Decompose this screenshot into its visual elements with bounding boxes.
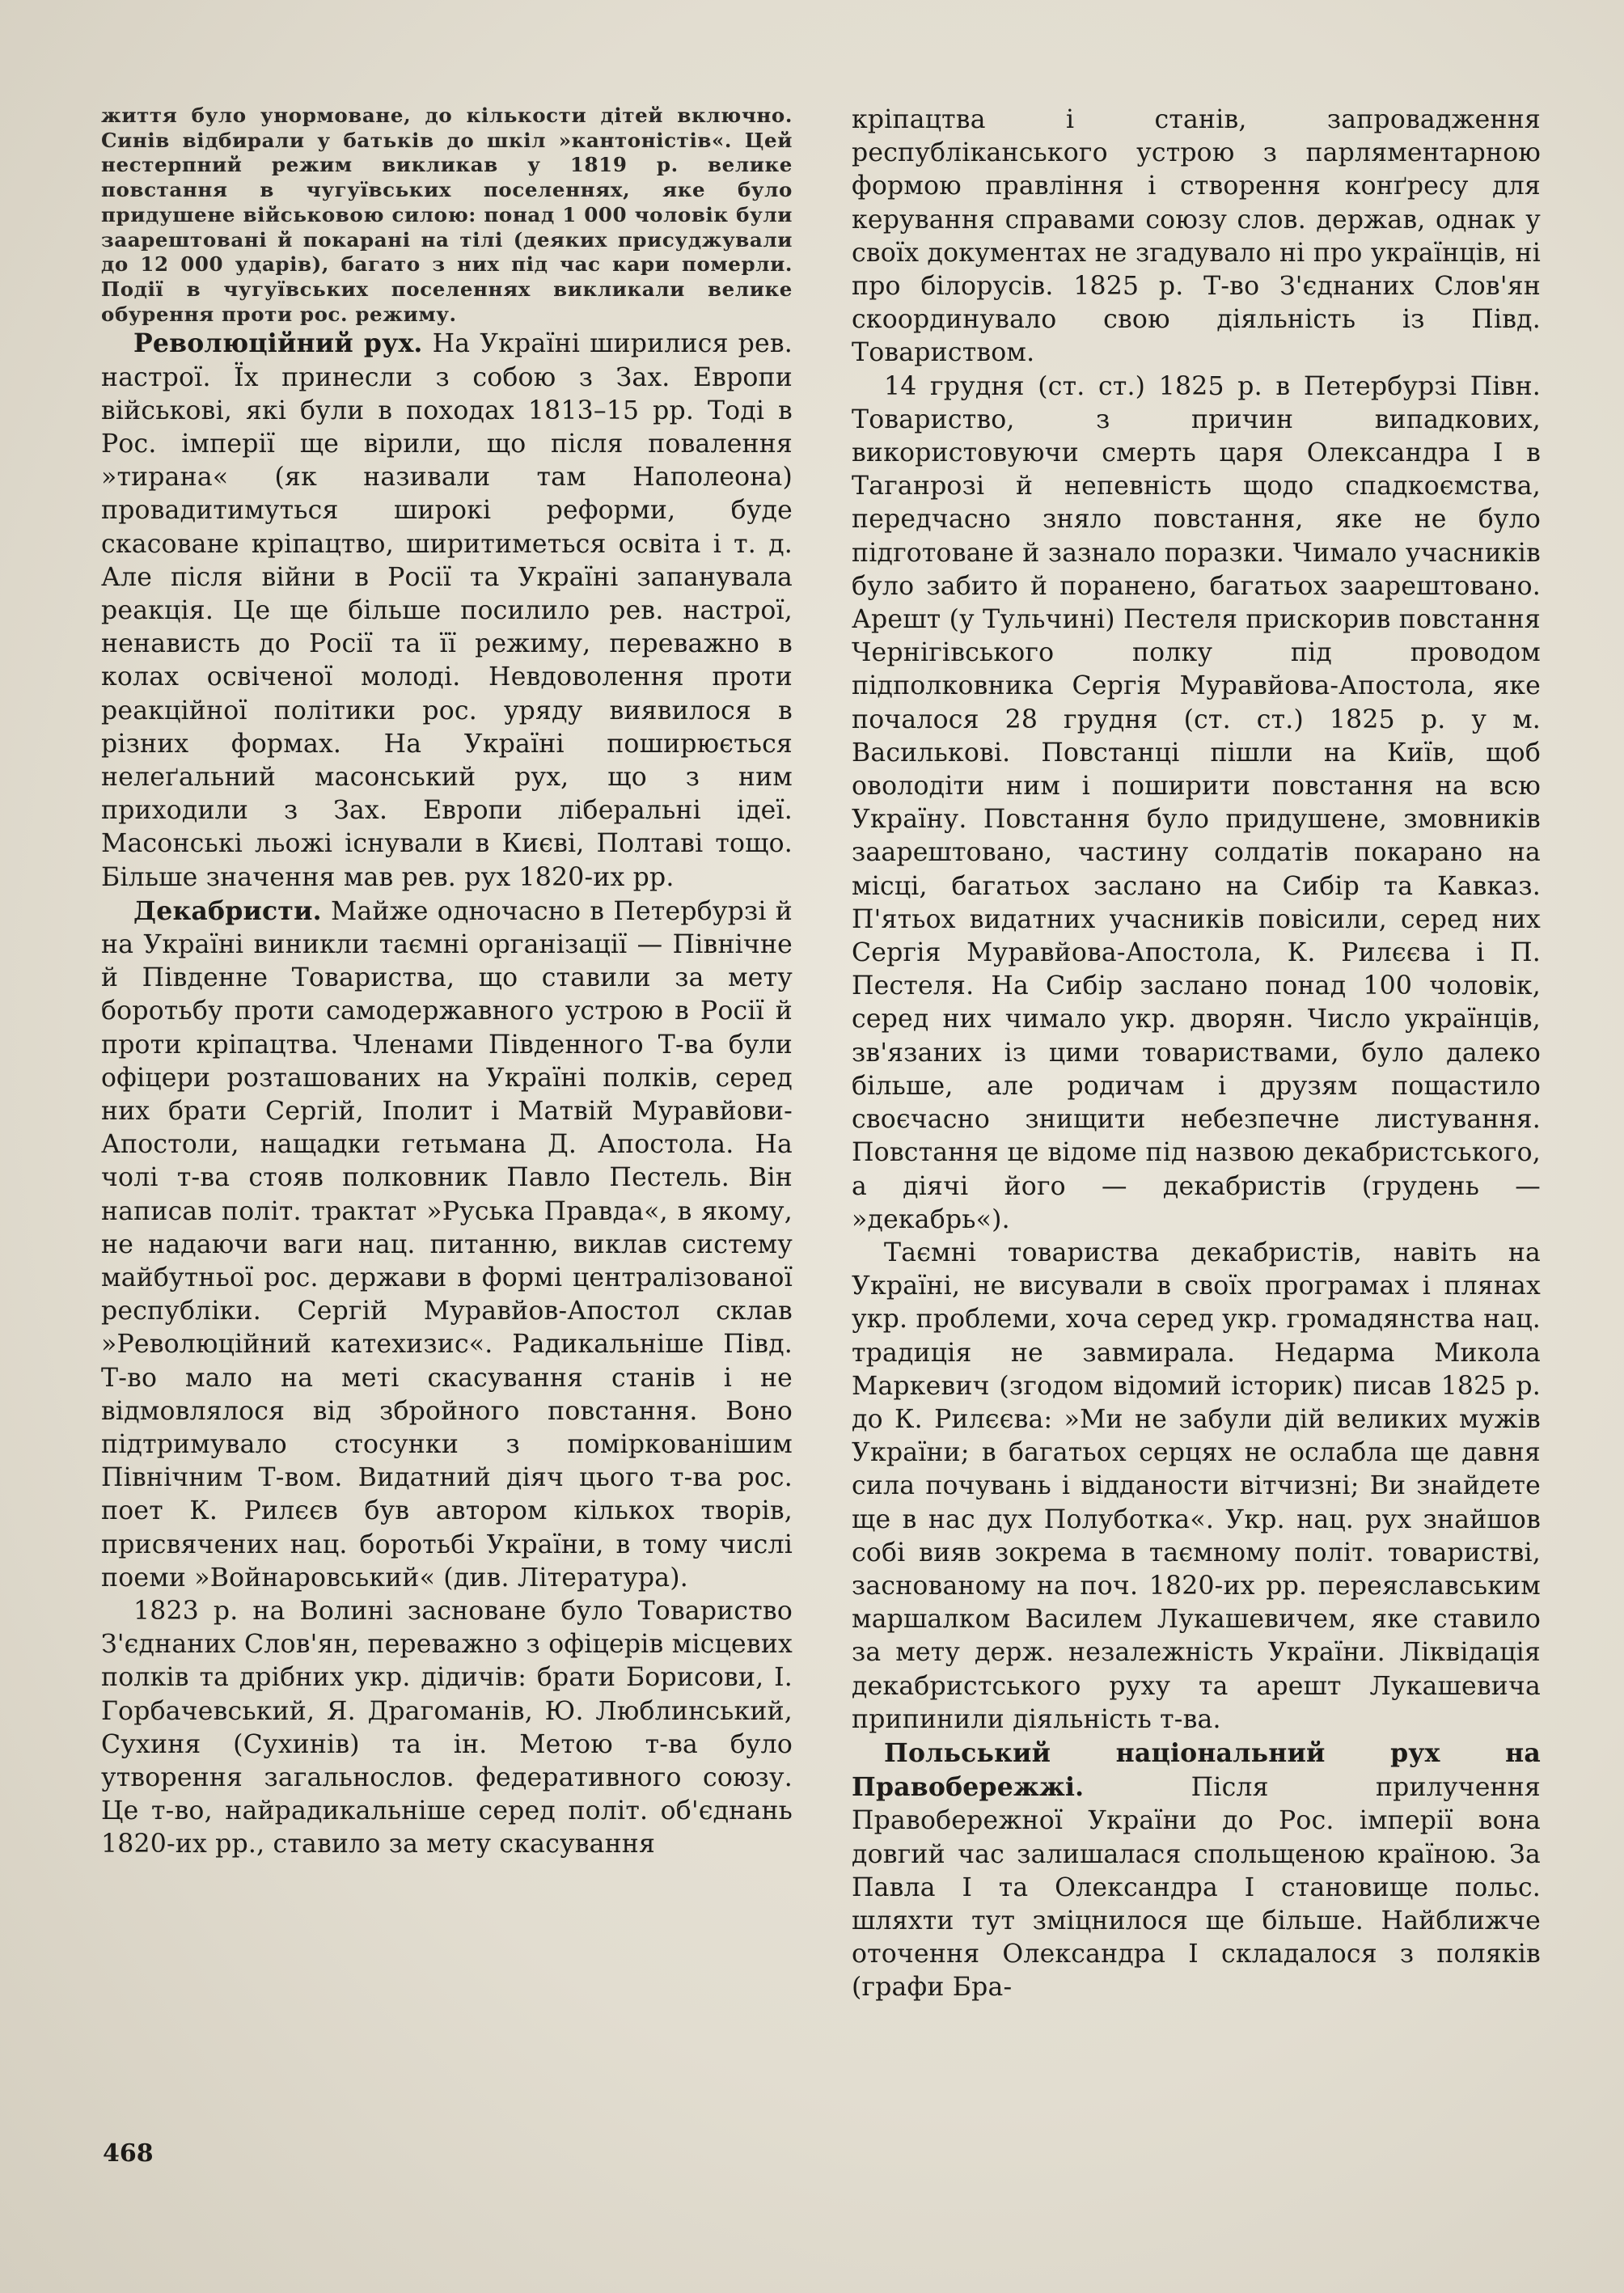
decembrists-paragraph <box>101 895 793 1595</box>
revolution-paragraph <box>101 327 793 894</box>
united-slavs-paragraph: 1823 р. на Волині засноване було Товариство З'єднаних Слов'ян, переважно з офіцерів місцевих полків та дрібних укр. дідичів: брати Борисови, І. Горбачевський, Я. Драгоманів, Ю. Люблинський, Сухиня (Сухинів) та ін. Метою т-ва було утворення загальнослов. федеративного союзу. Це т-во, найрадикальніше серед політ. об'єднань 1820-их рр., ставило за мету скасування <box>101 1597 793 1859</box>
secret-societies-paragraph: Таємні товариства декабристів, навіть на Україні, не висували в своїх програмах і плянах укр. проблеми, хоча серед укр. громадянства нац. традиція не завмирала. Недарма Микола Маркевич (згодом відомий історик) писав 1825 р. до К. Рилєєва: »Ми не забули дій великих мужів України; в багатьох серцях не ослабла ще давня сила почувань і відданости вітчизні; Ви знайдете ще в нас дух Полуботка«. Укр. нац. рух знайшов собі вияв зокрема в таємному політ. товаристві, заснованому на поч. 1820-их рр. переяславським маршалком Василем Лукашевичем, яке ставило за мету держ. незалежність України. Ліквідація декабристського руху та арешт Лукашевича припинили діяльність т-ва. <box>852 1237 1541 1734</box>
decembrists-heading: Декабристи. <box>133 895 322 926</box>
continuation-paragraph: кріпацтва і станів, запровадження республіканського устрою з парляментарною формою правління і створення конґресу для керування справами союзу слов. держав, однак у своїх документах не згадувало ні про українців, ні про білорусів. 1825 р. Т-во З'єднаних Слов'ян скоординувало свою діяльність із Півд. Товариством. <box>852 105 1541 368</box>
right-column <box>852 104 1541 2005</box>
polish-heading: Польський національний рух на Правобережжі. <box>852 1737 1541 1803</box>
intro-paragraph: життя було унормоване, до кількости дітей включно. Синів відбирали у батьків до шкіл »кантоністів«. Цей нестерпний режим викликав у 1819 р. велике повстання в чугуївських поселеннях, яке було придушене військовою силою: понад 1 000 чоловік були заарештовані й покарані на тілі (деяких присуджували до 12 000 ударів), багато з них під час кари померли. Події в чугуївських поселеннях викликали велике обурення проти рос. режиму. <box>101 104 793 326</box>
left-column <box>101 104 793 1862</box>
revolution-heading: Революційний рух. <box>133 328 423 359</box>
revolution-text: На Україні ширилися рев. настрої. Їх принесли з собою з Зах. Европи військові, які були в походах 1813–15 рр. Тоді в Рос. імперії ще вірили, що після повалення »тирана« (як називали там Наполеона) провадитимуться широкі реформи, буде скасоване кріпацтво, ширитиметься освіта і т. д. Але після війни в Росії та Україні запанувала реакція. Це ще більше посилило рев. настрої, ненависть до Росії та її режиму, переважно в колах освіченої молоді. Невдоволення проти реакційної політики рос. уряду виявилося в різних формах. На Україні поширюється нелеґальний масонський рух, що з ним приходили з Зах. Европи ліберальні ідеї. Масонські льожі існували в Києві, Полтаві тощо. Більше значення мав рев. рух 1820-их рр. <box>101 329 793 892</box>
polish-paragraph <box>852 1737 1541 2005</box>
decembrists-text: Майже одночасно в Петербурзі й на Україні виникли таємні організації — Північне й Південне Товариства, що ставили за мету боротьбу проти самодержавного устрою в Росії й проти кріпацтва. Членами Південного Т-ва були офіцери розташованих на Україні полків, серед них брати Сергій, Іполит і Матвій Муравйови-Апостоли, нащадки гетьмана Д. Апостола. На чолі т-ва стояв полковник Павло Пестель. Він написав політ. трактат »Руська Правда«, в якому, не надаючи ваги нац. питанню, виклав систему майбутньої рос. держави в формі централізованої республіки. Сергій Муравйов-Апостол склав »Революційний катехизис«. Радикальніше Півд. Т-во мало на меті скасування станів і не відмовлялося від збройного повстання. Воно підтримувало стосунки з поміркованішим Північним Т-вом. Видатний діяч цього т-ва рос. поет К. Рилєєв був автором кількох творів, присвячених нац. боротьбі України, в тому числі поеми »Войнаровський« (див. Література). <box>101 896 793 1593</box>
uprising-paragraph: 14 грудня (ст. ст.) 1825 р. в Петербурзі Півн. Товариство, з причин випадкових, використовуючи смерть царя Олександра І в Таганрозі й непевність щодо спадкоємства, передчасно зняло повстання, яке не було підготоване й зазнало поразки. Чимало учасників було забито й поранено, багатьох заарештовано. Арешт (у Тульчині) Пестеля прискорив повстання Чернігівського полку під проводом підполковника Сергія Муравйова-Апостола, яке почалося 28 грудня (ст. ст.) 1825 р. у м. Василькові. Повстанці пішли на Київ, щоб оволодіти ним і поширити повстання на всю Україну. Повстання було придушене, змовників заарештовано, частину солдатів покарано на місці, багатьох заслано на Сибір та Кавказ. П'ятьох видатних учасників повісили, серед них Сергія Муравйова-Апостола, К. Рилєєва і П. Пестеля. На Сибір заслано понад 100 чоловік, серед них чимало укр. дворян. Число українців, зв'язаних із цими товариствами, було далеко більше, але родичам і друзям пощастило своєчасно знищити небезпечне листування. Повстання це відоме під назвою декабристського, а діячі його — декабристів (грудень — »декабрь«). <box>852 371 1541 1234</box>
page-number: 468 <box>103 2139 154 2168</box>
polish-text: Після прилучення Правобережної України до Рос. імперії вона довгий час залишалася спольщеною країною. За Павла І та Олександра І становище польс. шляхти тут зміцнилося ще більше. Найближче оточення Олександра І складалося з поляків (графи Бра- <box>852 1773 1541 2003</box>
